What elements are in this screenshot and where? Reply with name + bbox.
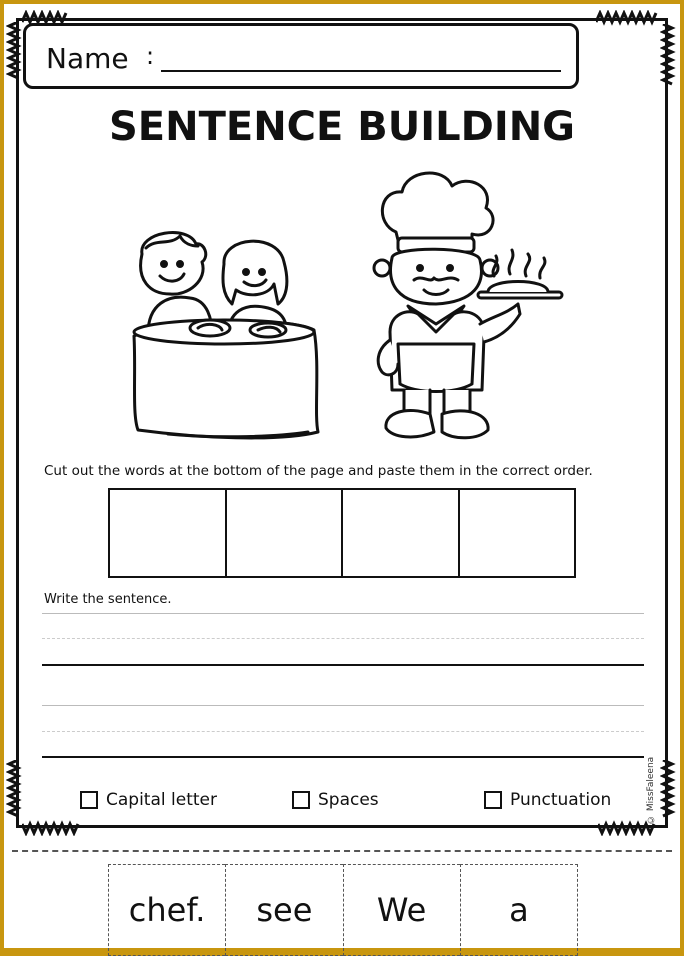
write-label: Write the sentence. [44,592,172,607]
answer-box[interactable] [460,490,575,576]
cutout-words [108,864,578,956]
instruction-text: Cut out the words at the bottom of the page and paste them in the correct order. [44,463,593,479]
checklist-spaces[interactable] [292,790,379,810]
children-eating-icon [128,224,328,444]
writing-base-line[interactable] [42,664,644,666]
cut-line [12,850,672,852]
writing-top-line [42,705,644,706]
cutout-word[interactable]: see [225,864,342,956]
zigzag-left-bottom-icon [6,760,22,820]
zigzag-top-right-icon [596,10,658,26]
writing-top-line [42,613,644,614]
answer-box[interactable] [227,490,344,576]
cutout-word[interactable]: We [343,864,460,956]
answer-box[interactable] [110,490,227,576]
cutout-word[interactable]: chef. [108,864,225,956]
name-field[interactable] [161,70,561,72]
zigzag-left-top-icon [6,22,22,82]
checklist-capital-letter[interactable] [80,790,217,810]
worksheet-page [4,4,680,948]
zigzag-right-top-icon [660,24,676,88]
cutout-word[interactable]: a [460,864,578,956]
zigzag-right-bottom-icon [660,760,676,820]
writing-base-line[interactable] [42,756,644,758]
chef-icon [368,164,568,448]
name-box [23,23,579,89]
checklist-label: Spaces [318,790,379,810]
answer-box[interactable] [343,490,460,576]
copyright-text: © MissFaleena [646,756,656,824]
checkbox[interactable] [484,791,502,809]
checkbox[interactable] [292,791,310,809]
writing-mid-line [42,638,644,639]
checklist-label: Punctuation [510,790,612,810]
checklist-label: Capital letter [106,790,217,810]
name-label: Name [46,42,129,75]
page-title: SENTENCE BUILDING [108,104,576,150]
name-colon: : [146,42,155,70]
writing-mid-line [42,731,644,732]
checkbox[interactable] [80,791,98,809]
zigzag-bottom-left-icon [22,820,82,836]
checklist-punctuation[interactable] [484,790,611,810]
answer-boxes [108,488,576,578]
